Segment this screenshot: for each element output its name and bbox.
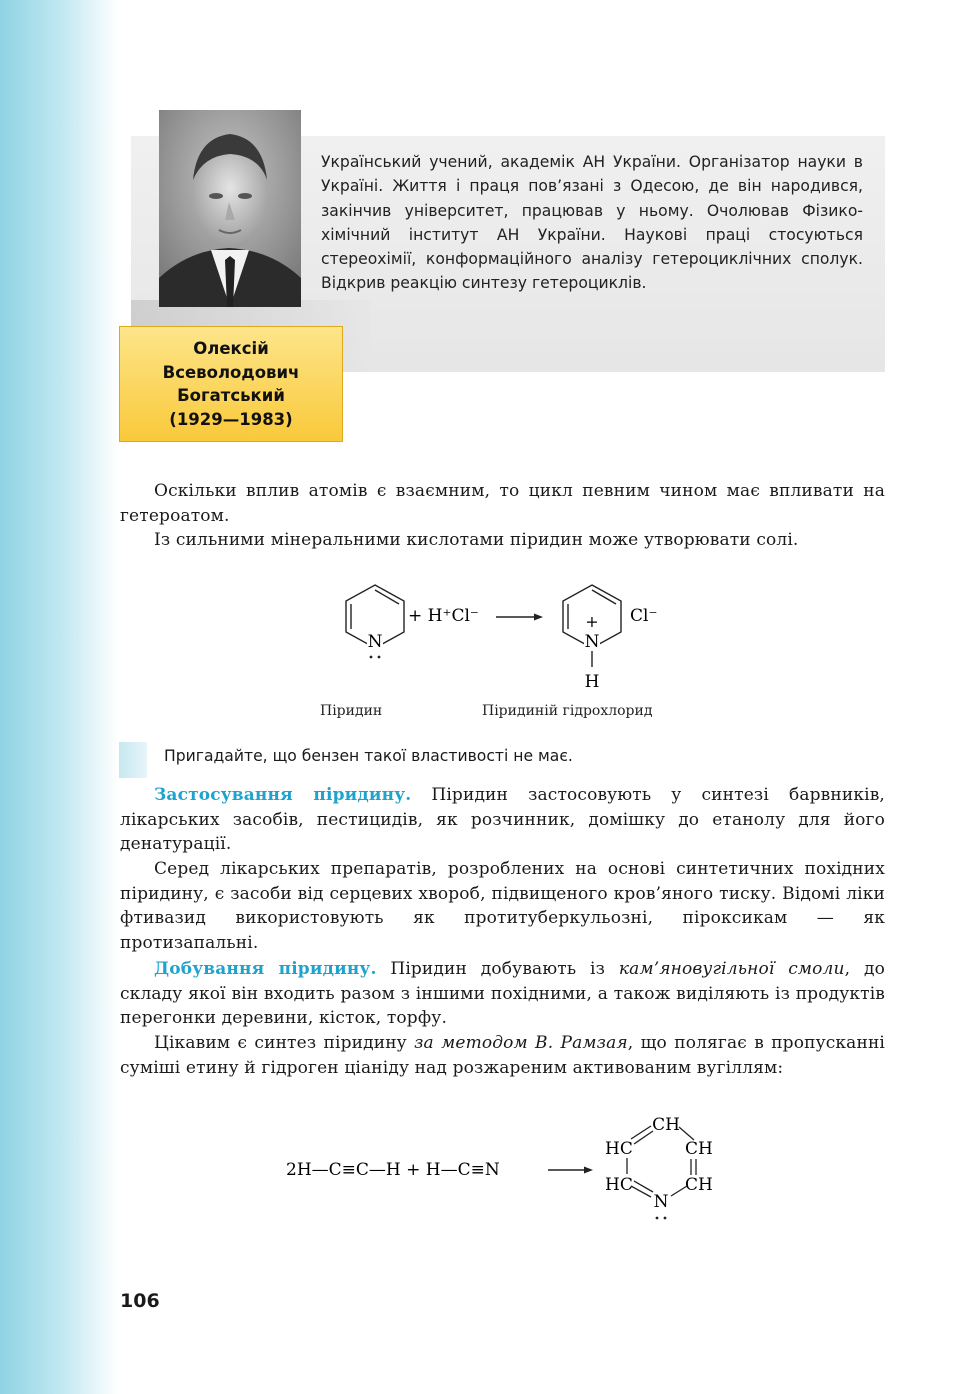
hcl-reagent: + H⁺Cl⁻ — [408, 606, 479, 626]
lone-pair-dot — [664, 1217, 667, 1220]
paragraph-ramsay: Цікавим є синтез піридину за методом В. Рамзая, що полягає в пропусканні суміші етину й гідроген ціаніду над розжареним активованим вугіллям: — [120, 1033, 886, 1078]
hc-left-top: HC — [605, 1139, 633, 1159]
reactants: 2H—C≡C—H + H—C≡N — [286, 1160, 500, 1180]
scientist-name-box — [119, 326, 343, 442]
caption-pyridinium: Піридиній гідрохлорид — [482, 703, 653, 719]
paragraph-interaction: Оскільки вплив атомів є взаємним, то цикл певним чином має впливати на гетероатом. — [120, 481, 885, 526]
ch-right-top: CH — [685, 1139, 713, 1159]
hydrogen-atom: H — [584, 672, 600, 692]
reaction-arrow-head — [534, 614, 543, 621]
heading-production: Добування піридину. — [154, 959, 377, 979]
ring-n: N — [653, 1192, 669, 1212]
pyridine-salt-reaction — [330, 575, 690, 695]
callout-text: Пригадайте, що бензен такої властивості не має. — [164, 747, 573, 765]
pyridinium-n: N — [584, 632, 600, 652]
plus-charge: + — [585, 612, 599, 631]
hc-left-bottom: HC — [605, 1175, 633, 1195]
paragraph-medicines: Серед лікарських препаратів, розроблених на основі синтетичних похідних піридину, є засоби від серцевих хвороб, підвищеного кров’яного тиску. Відомі ліки фтивазид використовують як протитуберкульозні, піроксикам — як протизапальні. — [120, 859, 885, 954]
heading-usage: Застосування піридину. — [154, 785, 412, 805]
ch-right-bottom: CH — [685, 1175, 713, 1195]
name-first: Олексій — [193, 339, 269, 358]
page-edge-gradient — [0, 0, 118, 1394]
ramsay-synthesis-reaction — [280, 1108, 740, 1233]
name-surname: Богатський — [177, 386, 285, 405]
paragraph-salts: Із сильними мінеральними кислотами піридин може утворювати солі. — [154, 530, 799, 550]
life-years: (1929—1983) — [169, 409, 293, 429]
lone-pair-dot — [370, 656, 373, 659]
pyridine-n: N — [367, 632, 383, 652]
paragraph-usage: Застосування піридину. Піридин застосовують у синтезі барвників, лікарських засобів, пестицидів, як розчинник, домішку до етанолу для його денатурації. — [120, 785, 885, 855]
portrait-drawing — [159, 110, 301, 307]
ring-bonds — [627, 1126, 696, 1197]
portrait-photo — [159, 110, 301, 307]
reaction-arrow-head — [584, 1167, 593, 1174]
lone-pair-dot — [656, 1217, 659, 1220]
paragraph-production: Добування піридину. Піридин добувають із кам’яновугільної смоли, до складу якої він входить разом з іншими похідними, а також виділяють із продуктів перегонки деревини, кісток, торфу. — [120, 959, 885, 1029]
bio-text: Український учений, академік АН України. Організатор науки в Україні. Життя і праця пов’язані з Одесою, де він народився, закінчив університет, працював у ньому. Очолював Фізико-хімічний інститут АН України. Наукові праці стосуються стереохімії, конформаційного аналізу гетероциклічних сполук. Відкрив реакцію синтезу гетероциклів. — [321, 153, 863, 293]
ch-top: CH — [652, 1115, 680, 1135]
callout-marker — [119, 742, 147, 778]
chloride-anion: Cl⁻ — [630, 606, 658, 626]
caption-pyridine: Піридин — [320, 703, 383, 719]
page-number: 106 — [120, 1290, 160, 1312]
lone-pair-dot — [378, 656, 381, 659]
name-patronymic: Всеволодович — [162, 362, 300, 382]
